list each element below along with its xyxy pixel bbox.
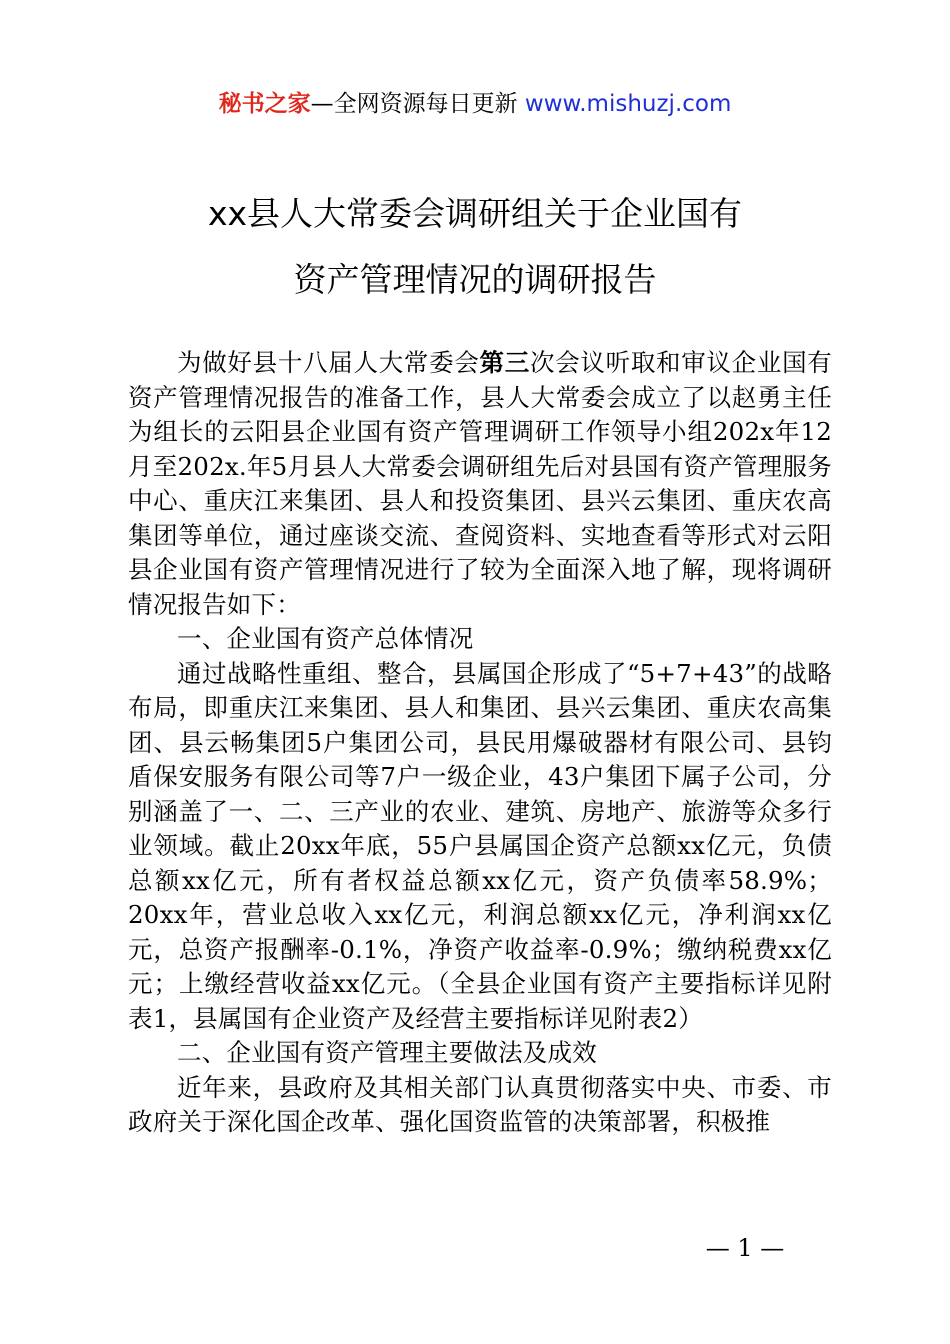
intro-bold-text: 第三 — [479, 348, 530, 377]
practices-paragraph: 近年来，县政府及其相关部门认真贯彻落实中央、市委、市政府关于深化国企改革、强化国资监管的决策部署，积极推 — [128, 1072, 832, 1136]
overview-paragraph: 通过战略性重组、整合，县属国企形成了“5+7+43”的战略布局，即重庆江来集团、县人和集团、县兴云集团、重庆农高集团、县云畅集团5户集团公司，县民用爆破器材有限公司、县钧盾保安服务有限公司等7户一级企业，43户集团下属子公司，分别涵盖了一、二、三产业的农业、建筑、房地产、旅游等众多行业领域。截止20xx年底，55户县属国企资产总额xx亿元，负债总额xx亿元，所有者权益总额xx亿元，资产负债率58.9%；20xx年，营业总收入xx亿元，利润总额xx亿元，净利润xx亿元，总资产报酬率-0.1%，净资产收益率-0.9%；缴纳税费xx亿元；上缴经营收益xx亿元。（全县企业国有资产主要指标详见附表1，县属国有企业资产及经营主要指标详见附表2） — [128, 658, 832, 1033]
document-body — [128, 346, 832, 1140]
website-link[interactable]: www.mishuzj.com — [524, 91, 732, 117]
brand-name: 秘书之家 — [218, 91, 311, 117]
intro-text-rest: 次会议听取和审议企业国有资产管理情况报告的准备工作，县人大常委会成立了以赵勇主任为组长的云阳县企业国有资产管理调研工作领导小组202x年12月至202x.年5月县人大常委会调研组先后对县国有资产管理服务中心、重庆江来集团、县人和投资集团、县兴云集团、重庆农高集团等单位，通过座谈交流、查阅资料、实地查看等形式对云阳县企业国有资产管理情况进行了较为全面深入地了解，现将调研情况报告如下： — [128, 348, 833, 619]
site-header — [0, 88, 950, 120]
document-title-line-1: xx县人大常委会调研组关于企业国有 — [207, 194, 743, 233]
intro-text-start: 为做好县十八届人大常委会 — [177, 348, 480, 377]
header-tagline: —全网资源每日更新 — [310, 91, 525, 117]
page-number: — 1 — — [705, 1234, 785, 1262]
section-heading-2: 二、企业国有资产管理主要做法及成效 — [177, 1038, 597, 1067]
document-title-line-2: 资产管理情况的调研报告 — [293, 260, 657, 299]
section-heading-1: 一、企业国有资产总体情况 — [177, 624, 474, 653]
intro-paragraph — [128, 346, 832, 622]
